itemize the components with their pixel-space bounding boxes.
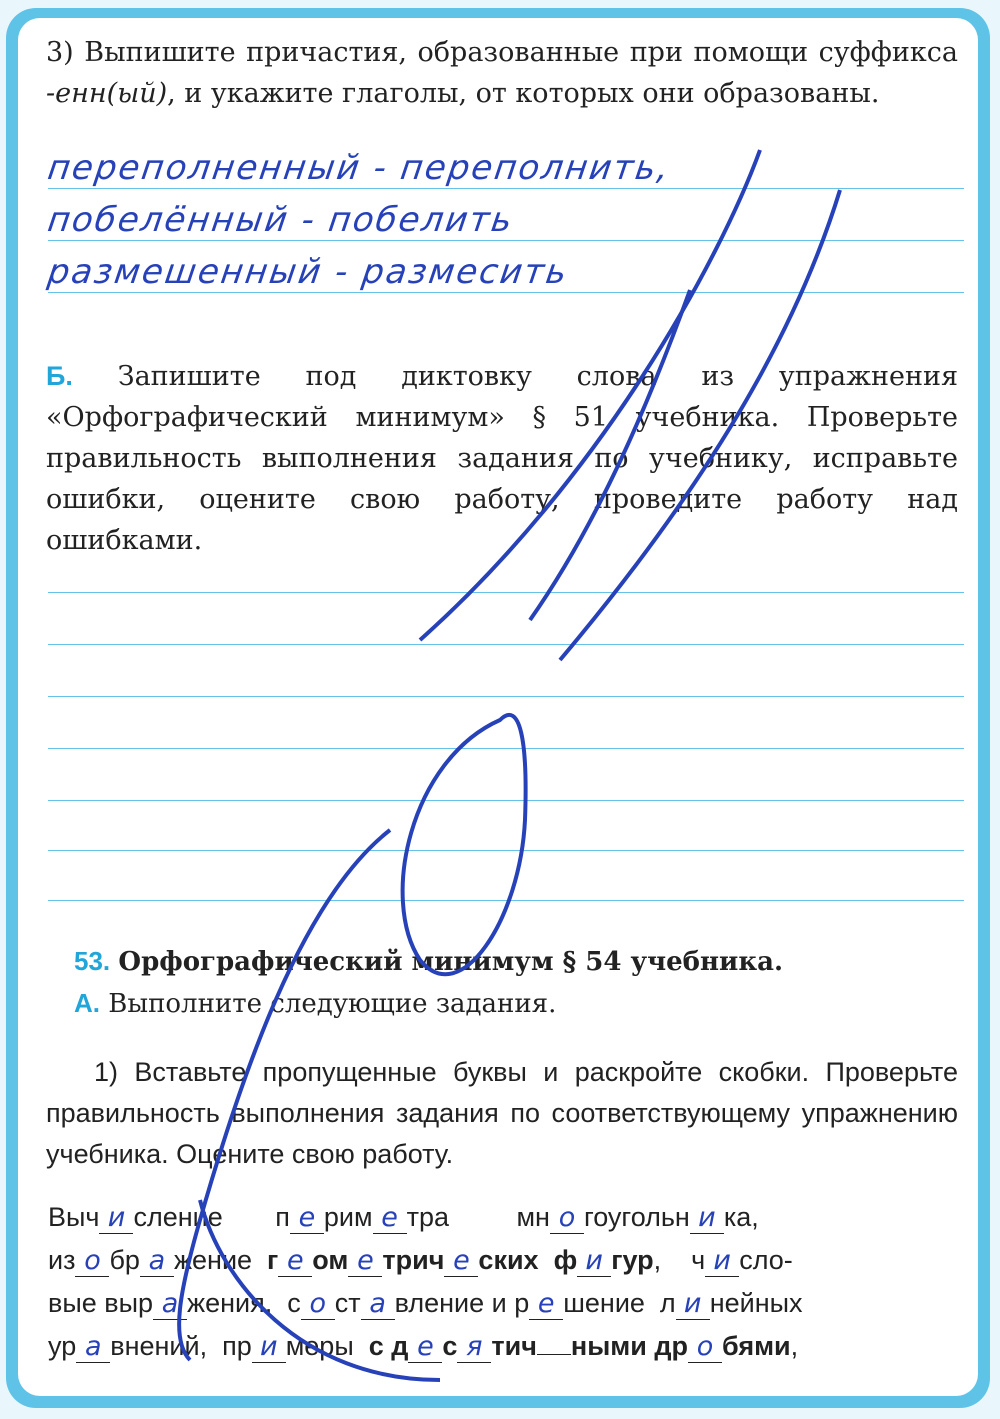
filled-letter: е	[373, 1203, 407, 1234]
exercise-text: жение	[173, 1245, 268, 1275]
exercise-text: рим	[323, 1202, 373, 1232]
exercise-line	[48, 1239, 958, 1282]
writing-line-1	[48, 592, 964, 593]
filled-letter: о	[688, 1332, 722, 1363]
exercise-bold-text: ными др	[570, 1331, 688, 1361]
filled-letter: и	[690, 1203, 724, 1234]
exercise-text: из	[48, 1245, 76, 1275]
filled-letter: о	[550, 1203, 584, 1234]
exercise-text: ,	[790, 1331, 799, 1361]
exercise-text: внений, пр	[110, 1331, 252, 1361]
handwritten-answer-3: размешенный - размесить	[45, 252, 571, 292]
exercise-text: нейных	[709, 1288, 803, 1318]
writing-line-2	[48, 644, 964, 645]
filled-letter: е	[444, 1246, 478, 1277]
exercise-text: шение л	[563, 1288, 676, 1318]
filled-letter: я	[457, 1332, 491, 1363]
filled-letter: е	[348, 1246, 382, 1277]
filled-letter: и	[99, 1203, 133, 1234]
filled-letter: а	[76, 1332, 110, 1363]
exercise-text: Выч	[48, 1202, 100, 1232]
exercise-bold-text: трич	[382, 1245, 445, 1275]
subtask-a-label: А.	[74, 988, 100, 1018]
filled-letter: е	[278, 1246, 312, 1277]
handwritten-answer-1: переполненный - переполнить,	[45, 148, 674, 188]
exercise-bold-text: г	[267, 1245, 279, 1275]
task3-text-pre: 3) Выпишите причастия, образованные при помощи суффикса	[46, 37, 958, 68]
exercise-line	[48, 1325, 958, 1368]
section-b-label: Б.	[46, 361, 73, 391]
exercise-text: меры	[285, 1331, 369, 1361]
exercise-bold-text: с	[442, 1331, 458, 1361]
exercise-line	[48, 1282, 958, 1325]
exercise-bold-text: с д	[368, 1331, 409, 1361]
exercise-number: 53.	[74, 946, 111, 976]
workbook-page	[18, 18, 978, 1396]
task1-text: 1) Вставьте пропущенные буквы и раскройте скобки. Проверьте правильность выполнения задания по соответствующему упражнению учебника. Оцените свою работу.	[46, 1057, 958, 1169]
filled-letter: о	[301, 1289, 335, 1320]
filled-letter: е	[290, 1203, 324, 1234]
writing-line-5	[48, 800, 964, 801]
filled-letter: а	[153, 1289, 187, 1320]
writing-line-6	[48, 850, 964, 851]
writing-line-3	[48, 696, 964, 697]
filled-letter	[537, 1354, 571, 1355]
exercise-bold-text: бями	[722, 1331, 791, 1361]
exercise-text: вление и р	[394, 1288, 530, 1318]
subtask-a	[74, 988, 556, 1019]
filled-letter: е	[529, 1289, 563, 1320]
exercise-bold-text: гур	[611, 1245, 654, 1275]
exercise-bold-text: тич	[491, 1331, 537, 1361]
exercise-text: тра мн	[406, 1202, 550, 1232]
exercise-text: ка,	[723, 1202, 759, 1232]
filled-letter: и	[705, 1246, 739, 1277]
task3-suffix: -енн(ый)	[46, 78, 168, 109]
answer-line-2	[48, 240, 964, 241]
filled-letter: и	[252, 1332, 286, 1363]
writing-line-7	[48, 900, 964, 901]
exercise-text: бр	[109, 1245, 140, 1275]
section-b-text: Запишите под диктовку слова из упражнения «Орфографический минимум» § 51 учебника. Проверьте правильность выполнения задания по учебнику, исправьте ошибки, оцените свою работу, проведите работу над ошибками.	[46, 361, 958, 556]
subtask-a-text: Выполните следующие задания.	[108, 989, 557, 1019]
task3-text-post: , и укажите глаголы, от которых они образованы.	[167, 78, 880, 109]
exercise-text: гоугольн	[583, 1202, 690, 1232]
filled-letter: и	[676, 1289, 710, 1320]
exercise-text: сление п	[133, 1202, 290, 1232]
filled-letter: е	[408, 1332, 442, 1363]
writing-line-4	[48, 748, 964, 749]
exercise-title: Орфографический минимум § 54 учебника.	[118, 947, 784, 977]
section-b	[46, 356, 958, 561]
handwritten-answer-2: побелённый - побелить	[45, 200, 517, 240]
exercise-53-header	[74, 946, 783, 977]
filled-letter: и	[577, 1246, 611, 1277]
exercise-text: ст	[334, 1288, 361, 1318]
exercise-text: вые выр	[48, 1288, 154, 1318]
exercise-text: ур	[48, 1331, 77, 1361]
answer-line-1	[48, 188, 964, 189]
answer-line-3	[48, 292, 964, 293]
exercise-text: , ч	[653, 1245, 706, 1275]
filled-letter: а	[140, 1246, 174, 1277]
filled-letter: о	[75, 1246, 109, 1277]
exercise-text: сло-	[739, 1245, 793, 1275]
exercise-text: жения, с	[187, 1288, 301, 1318]
exercise-line	[48, 1196, 958, 1239]
exercise-bold-text: ом	[312, 1245, 349, 1275]
task3-text	[46, 32, 958, 114]
filled-letter: а	[361, 1289, 395, 1320]
exercise-bold-text: ских ф	[478, 1245, 578, 1275]
